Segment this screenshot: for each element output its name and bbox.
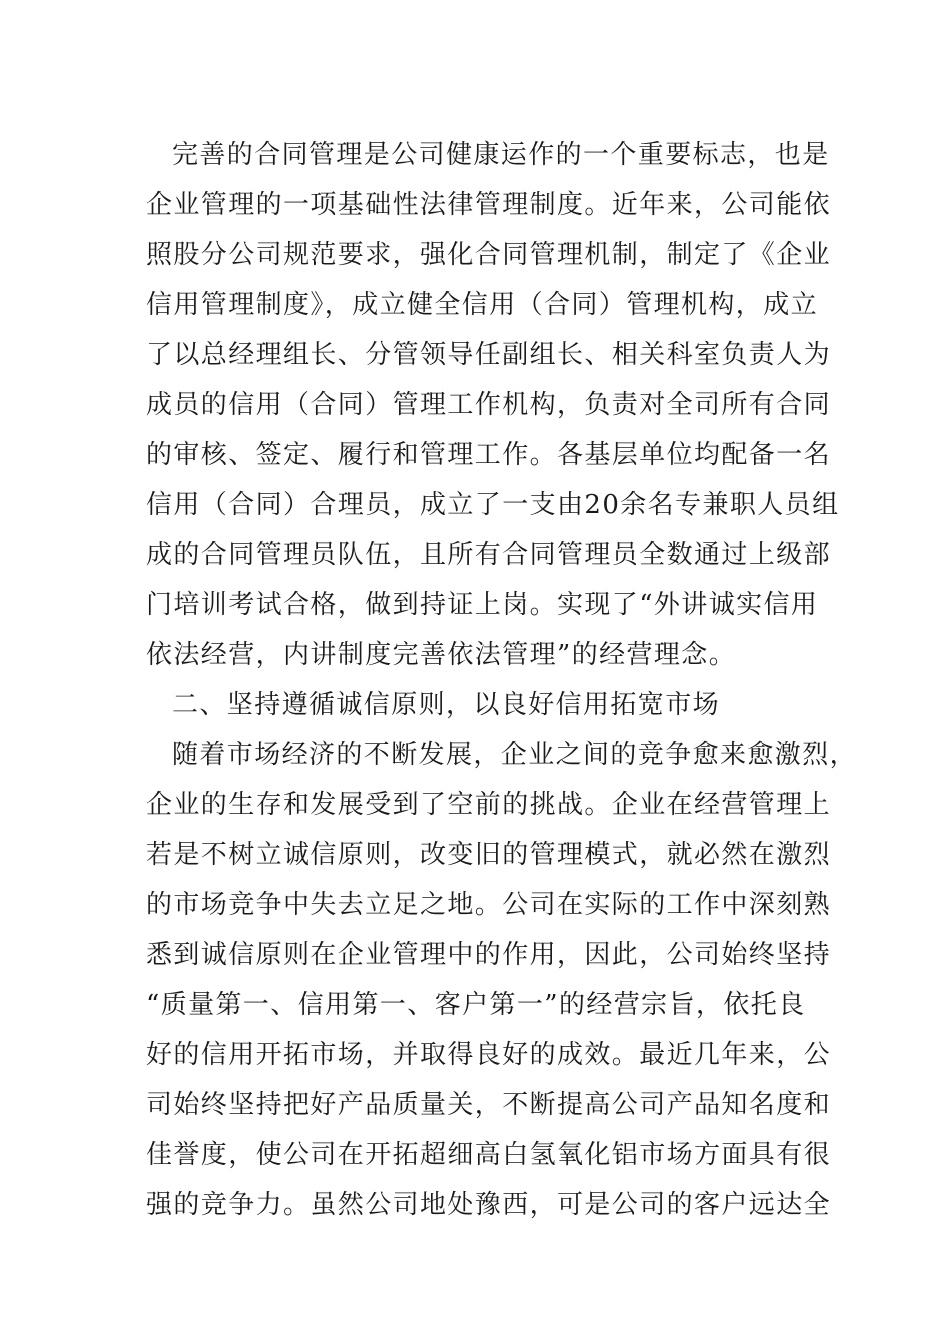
section-heading: 二、坚持遵循诚信原则，以良好信用拓宽市场: [172, 690, 721, 720]
paragraph-2-line-3: 若是不树立诚信原则，改变旧的管理模式，就必然在激烈: [146, 840, 832, 870]
paragraph-2-line-6: “质量第一、信用第一、客户第一”的经营宗旨，依托良: [146, 990, 806, 1020]
paragraph-1-line-11: 依法经营，内讲制度完善依法管理”的经营理念。: [146, 640, 737, 670]
paragraph-2-line-2: 企业的生存和发展受到了空前的挑战。企业在经营管理上: [146, 790, 832, 820]
paragraph-1-line-3: 照股分公司规范要求，强化合同管理机制，制定了《企业: [146, 240, 832, 270]
paragraph-1-line-2: 企业管理的一项基础性法律管理制度。近年来，公司能依: [146, 190, 832, 220]
paragraph-1-line-9: 成的合同管理员队伍，且所有合同管理员全数通过上级部: [146, 540, 832, 570]
paragraph-1-line-7: 的审核、签定、履行和管理工作。各基层单位均配备一名: [146, 440, 832, 470]
paragraph-2-line-10: 强的竞争力。虽然公司地处豫西，可是公司的客户远达全: [146, 1190, 832, 1220]
paragraph-2-line-9: 佳誉度，使公司在开拓超细高白氢氧化铝市场方面具有很: [146, 1140, 832, 1170]
paragraph-2-line-7: 好的信用开拓市场，并取得良好的成效。最近几年来，公: [146, 1040, 832, 1070]
paragraph-2-line-5: 悉到诚信原则在企业管理中的作用，因此，公司始终坚持: [146, 940, 832, 970]
paragraph-1-line-1: 完善的合同管理是公司健康运作的一个重要标志，也是: [172, 140, 830, 170]
paragraph-2-line-1: 随着市场经济的不断发展，企业之间的竞争愈来愈激烈，: [172, 740, 858, 770]
paragraph-1-line-10: 门培训考试合格，做到持证上岗。实现了“外讲诚实信用: [146, 590, 819, 620]
paragraph-2-line-8: 司始终坚持把好产品质量关，不断提高公司产品知名度和: [146, 1090, 832, 1120]
paragraph-2-line-4: 的市场竞争中失去立足之地。公司在实际的工作中深刻熟: [146, 890, 832, 920]
body-text: [146, 130, 858, 1230]
paragraph-1-line-4: 信用管理制度》，成立健全信用（合同）管理机构，成立: [146, 290, 819, 320]
paragraph-1-line-8: 信用（合同）合理员，成立了一支由20余名专兼职人员组: [146, 490, 840, 520]
paragraph-1-line-6: 成员的信用（合同）管理工作机构，负责对全司所有合同: [146, 390, 832, 420]
paragraph-1-line-5: 了以总经理组长、分管领导任副组长、相关科室负责人为: [146, 340, 832, 370]
